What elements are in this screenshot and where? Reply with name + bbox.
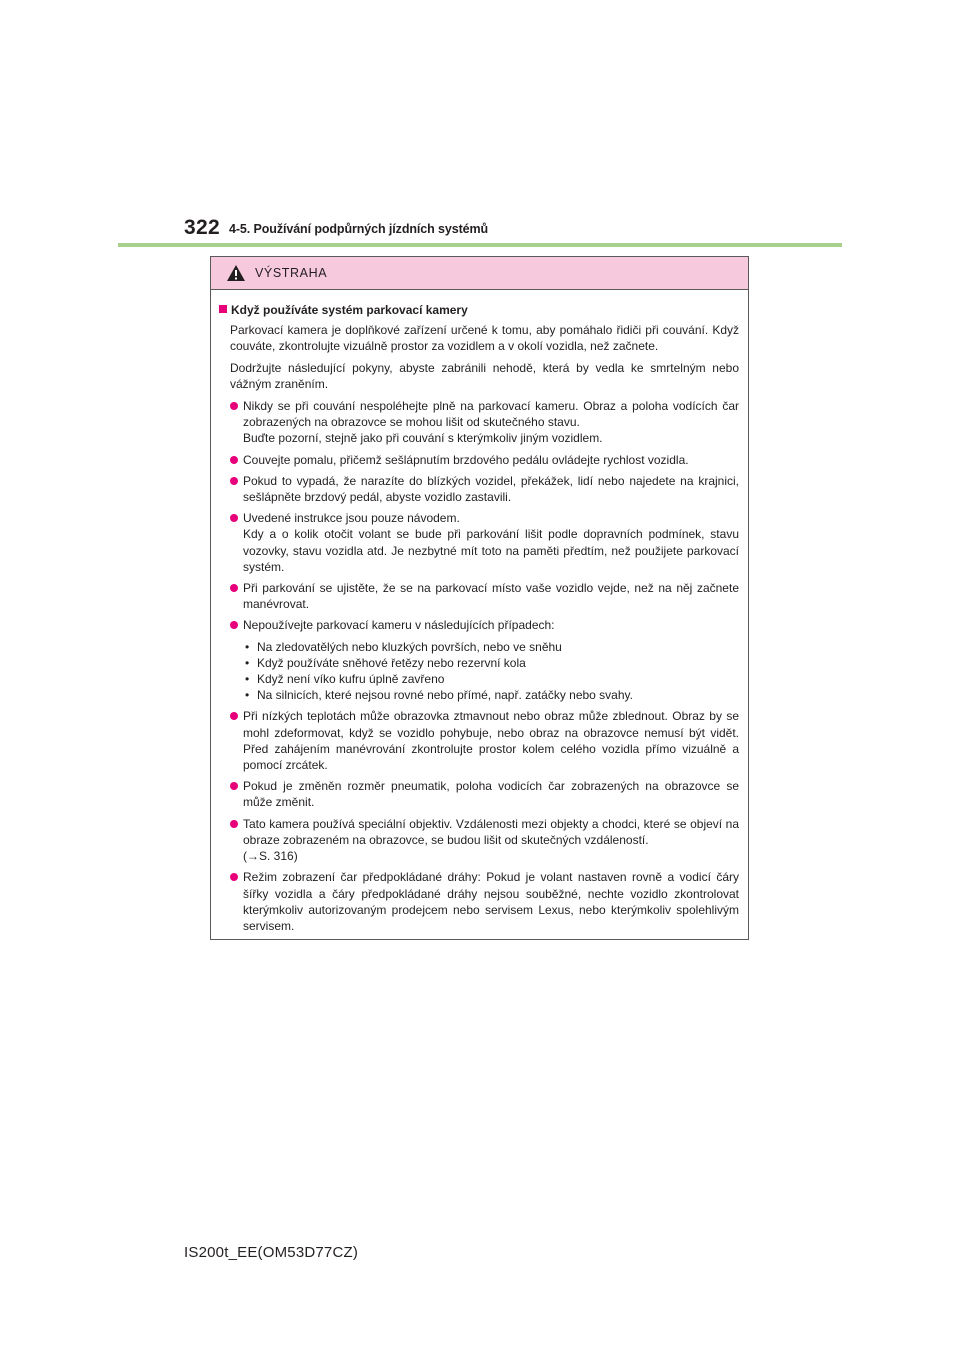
sub-bullet-item: • Když není víko kufru úplně zavřeno	[243, 671, 739, 687]
sub-bullet-item: • Když používáte sněhové řetězy nebo rezervní kola	[243, 655, 739, 671]
header-rule	[118, 243, 842, 247]
warning-bullet-list	[230, 398, 739, 934]
bullet-item: Nepoužívejte parkovací kameru v následujících případech: • Na zledovatělých nebo kluzkých površích, nebo ve sněhu • Když používáte sněhové řetězy nebo rezervní kola • Když není víko kufru úplně zavřeno • Na silnicích, které nejsou rovné nebo přímé, např. zatáčky nebo svahy.	[230, 617, 739, 703]
document-code-footer: IS200t_EE(OM53D77CZ)	[184, 1244, 359, 1261]
warning-body	[211, 290, 748, 934]
intro-paragraph: Parkovací kamera je doplňkové zařízení určené k tomu, aby pomáhalo řidiči při couvání. Když couváte, zkontrolujte vizuálně prostor za vozidlem a v okolí vozidla, než začnete.	[230, 323, 739, 354]
warning-box	[210, 256, 749, 940]
warning-heading-text: Když používáte systém parkovací kamery	[231, 303, 468, 317]
sub-bullet-list	[243, 639, 739, 704]
page-number: 322	[184, 216, 220, 239]
bullet-dot-icon	[230, 621, 238, 629]
bullet-item: Pokud to vypadá, že narazíte do blízkých vozidel, překážek, lidí nebo najedete na krajnici, sešlápněte brzdový pedál, abyste vozidlo zastavili.	[230, 473, 739, 505]
bullet-item: Pokud je změněn rozměr pneumatik, poloha vodicích čar zobrazených na obrazovce se může změnit.	[230, 778, 739, 810]
bullet-item: Režim zobrazení čar předpokládané dráhy: Pokud je volant nastaven rovně a vodicí čáry šířky vozidla a čáry předpokládané dráhy nejsou souběžné, nechte vozidlo zkontrolovat kterýmkoliv autorizovaným prodejcem nebo servisem Lexus, nebo kterýmkoliv spolehlivým servisem.	[230, 869, 739, 934]
square-bullet-icon	[219, 305, 227, 313]
intro-paragraph: Dodržujte následující pokyny, abyste zabránili nehodě, která by vedla ke smrtelným nebo vážným zraněním.	[230, 360, 739, 391]
sub-bullet-item: • Na zledovatělých nebo kluzkých površích, nebo ve sněhu	[243, 639, 739, 655]
section-title: 4-5. Používání podpůrných jízdních systémů	[229, 222, 489, 236]
bullet-item: Při nízkých teplotách může obrazovka ztmavnout nebo obraz může zblednout. Obraz by se mohl zdeformovat, když se vozidlo pohybuje, nebo obraz na obrazovce nemusí být vidět. Před zahájením manévrování zkontrolujte prostor kolem celého vozidla přímo vizuálně a pomocí zrcátek.	[230, 708, 739, 773]
bullet-item: Při parkování se ujistěte, že se na parkovací místo vaše vozidlo vejde, než na něj začnete manévrovat.	[230, 580, 739, 612]
warning-heading	[219, 302, 739, 318]
bullet-item: Nikdy se při couvání nespoléhejte plně na parkovací kameru. Obraz a poloha vodících čar zobrazených na obrazovce se mohou lišit od skutečného stavu. Buďte pozorní, stejně jako při couvání s kterýmkoliv jiným vozidlem.	[230, 398, 739, 447]
bullet-dot-icon	[230, 456, 238, 464]
bullet-dot-icon	[230, 712, 238, 720]
bullet-dot-icon	[230, 782, 238, 790]
bullet-item: Uvedené instrukce jsou pouze návodem. Kdy a o kolik otočit volant se bude při parkování lišit podle dopravních podmínek, stavu vozovky, stavu vozidla atd. Je nezbytné mít toto na paměti předtím, než použijete parkovací systém.	[230, 510, 739, 575]
bullet-dot-icon	[230, 820, 238, 828]
bullet-item: Tato kamera používá speciální objektiv. Vzdálenosti mezi objekty a chodci, které se objeví na obraze zobrazeném na obrazovce, se budou lišit od skutečných vzdáleností. (→S. 316)	[230, 816, 739, 865]
bullet-dot-icon	[230, 873, 238, 881]
bullet-dot-icon	[230, 477, 238, 485]
warning-triangle-icon	[226, 264, 246, 282]
warning-header	[211, 257, 748, 290]
sub-bullet-item: • Na silnicích, které nejsou rovné nebo přímé, např. zatáčky nebo svahy.	[243, 687, 739, 703]
bullet-dot-icon	[230, 514, 238, 522]
bullet-dot-icon	[230, 584, 238, 592]
bullet-item: Couvejte pomalu, přičemž sešlápnutím brzdového pedálu ovládejte rychlost vozidla.	[230, 452, 739, 468]
bullet-dot-icon	[230, 402, 238, 410]
warning-label: VÝSTRAHA	[255, 266, 328, 280]
